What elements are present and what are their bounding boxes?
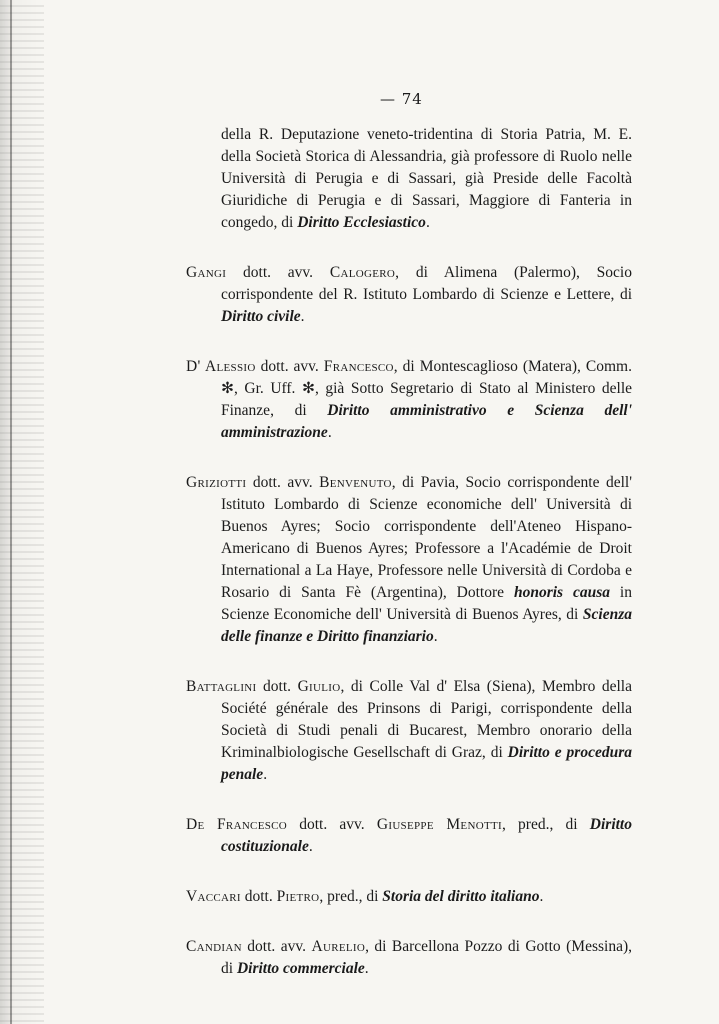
- entry-gangi: Gangi dott. avv. Calogero, di Alimena (Palermo), Socio corrispondente del R. Istituto Lombardo di Scienze e Lettere, di Diritto civile.: [186, 264, 632, 325]
- page-number: — 74: [380, 90, 423, 108]
- binding-line: [10, 0, 12, 1024]
- entry-surname: De Francesco: [186, 816, 288, 833]
- faculty-list: [186, 124, 632, 1008]
- entry-continuation: della R. Deputazione veneto-tridentina di Storia Patria, M. E. della Società Storica di Alessandria, già professore di Ruolo nelle Università di Perugia e di Sassari, già Preside delle Facoltà Giuridiche di Perugia e di Sassari, Maggiore di Fanteria in congedo, di Diritto Ecclesiastico.: [221, 126, 632, 231]
- book-binding-edge: [0, 0, 44, 1024]
- entry-subject: Diritto civile: [221, 308, 301, 325]
- entry-firstname: Calogero: [329, 264, 396, 281]
- entry-subject: Diritto commerciale: [236, 960, 365, 977]
- entry-dalessio: D' Alessio dott. avv. Francesco, di Montescaglioso (Matera), Comm. ✻, Gr. Uff. ✻, già Sotto Segretario di Stato al Ministero delle Finanze, di Diritto amministrativo e Scienza dell' amministrazione.: [186, 358, 632, 441]
- entry-subject: Diritto e procedura penale: [221, 744, 632, 783]
- entry-surname: Griziotti: [186, 474, 247, 491]
- entry-subject: Diritto amministrativo e Scienza dell' amministrazione: [221, 402, 632, 441]
- entry-firstname: Giuseppe Menotti: [376, 816, 502, 833]
- entry-battaglini: Battaglini dott. Giulio, di Colle Val d' Elsa (Siena), Membro della Société générale des Prinsons di Parigi, corrispondente della Società di Studi penali di Bucarest, Membro onorario della Kriminalbiologische Gesellschaft di Graz, di Diritto e procedura penale.: [186, 678, 632, 783]
- entry-subject: Scienza delle finanze e Diritto finanziario: [221, 606, 632, 645]
- entry-de-francesco: De Francesco dott. avv. Giuseppe Menotti, pred., di Diritto costituzionale.: [186, 816, 632, 855]
- entry-candian: Candian dott. avv. Aurelio, di Barcellona Pozzo di Gotto (Messina), di Diritto commerciale.: [186, 938, 632, 977]
- entry-surname: Battaglini: [186, 678, 257, 695]
- entry-firstname: Francesco: [323, 358, 394, 375]
- entry-surname: D' Alessio: [186, 358, 256, 375]
- entry-vaccari: Vaccari dott. Pietro, pred., di Storia del diritto italiano.: [186, 888, 544, 905]
- entry-griziotti: Griziotti dott. avv. Benvenuto, di Pavia, Socio corrispondente dell' Istituto Lombardo di Scienze economiche dell' Università di Buenos Ayres; Socio corrispondente dell'Ateneo Hispano-Americano di Buenos Ayres; Professore a l'Académie de Droit International a La Haye, Professore nelle Università di Cordoba e Rosario di Santa Fè (Argentina), Dottore honoris causa in Scienze Economiche dell' Università di Buenos Ayres, di Scienza delle finanze e Diritto finanziario.: [186, 474, 632, 645]
- entry-surname: Vaccari: [186, 888, 241, 905]
- entry-subject: Diritto Ecclesiastico: [297, 214, 426, 231]
- entry-firstname: Pietro: [276, 888, 320, 905]
- entry-firstname: Giulio: [297, 678, 341, 695]
- entry-firstname: Aurelio: [311, 938, 366, 955]
- entry-subject: Storia del diritto italiano: [382, 888, 540, 905]
- entry-honor: honoris causa: [513, 584, 611, 601]
- entry-subject: Diritto costituzionale: [221, 816, 632, 855]
- entry-surname: Gangi: [186, 264, 227, 281]
- entry-surname: Candian: [186, 938, 242, 955]
- entry-firstname: Benvenuto: [319, 474, 392, 491]
